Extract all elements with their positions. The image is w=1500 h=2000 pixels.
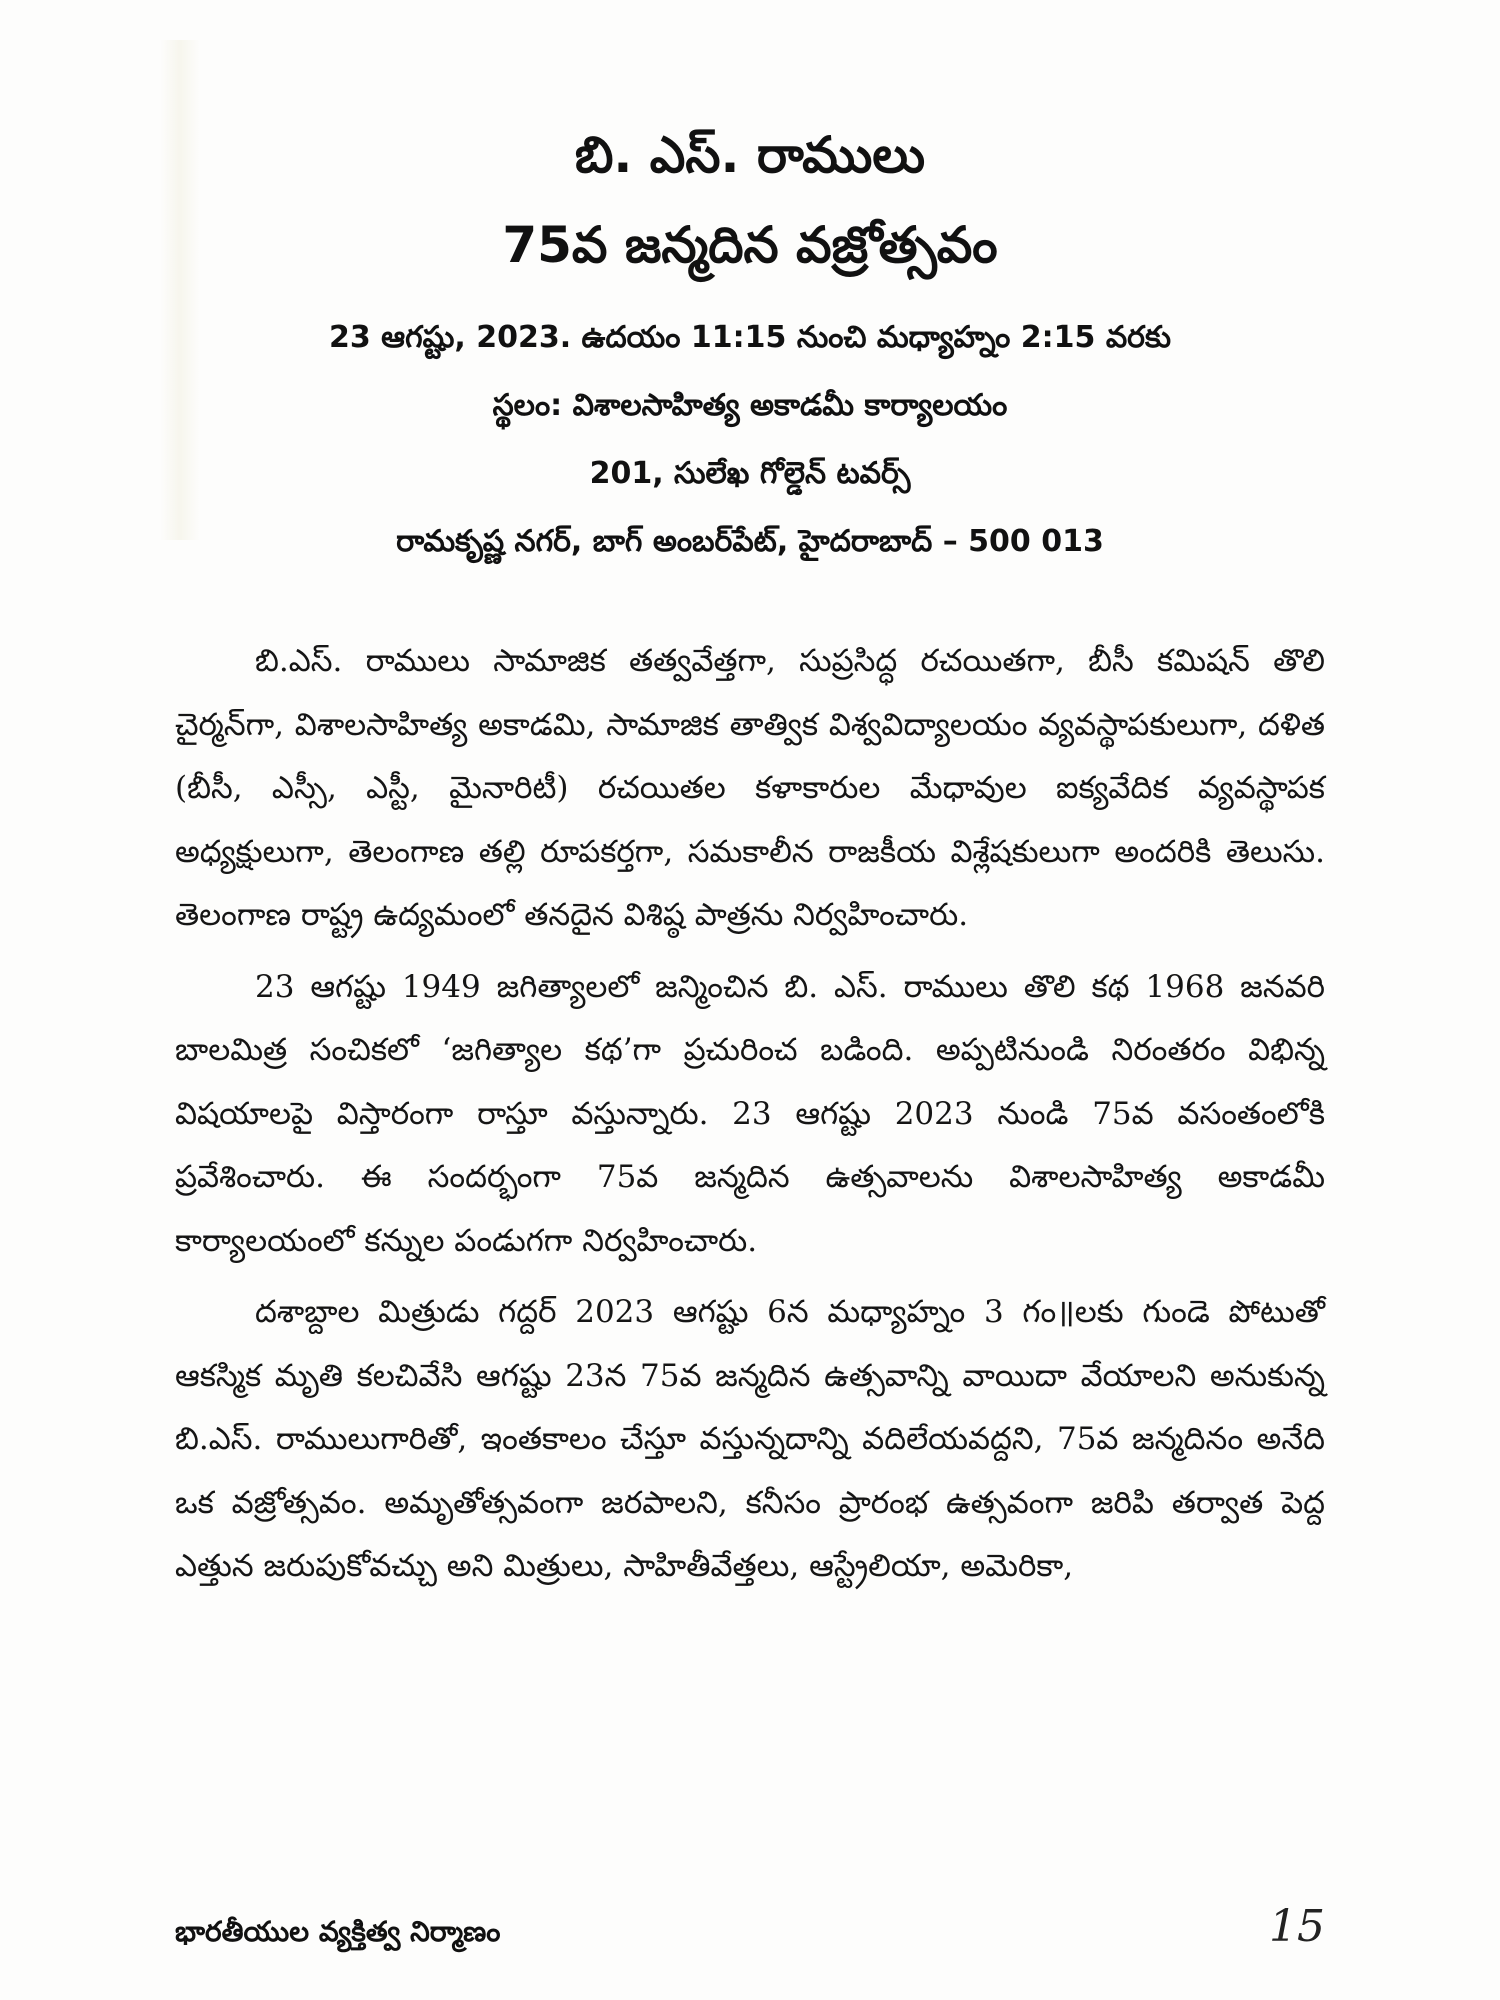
paragraph: దశాబ్దాల మిత్రుడు గద్దర్ 2023 ఆగష్టు 6న మధ్యాహ్నం 3 గం॥లకు గుండె పోటుతో ఆకస్మిక మృతి కలచివేసి ఆగష్టు 23న 75వ జన్మదిన ఉత్సవాన్ని వాయిదా వేయాలని అనుకున్న బి.ఎస్. రాములుగారితో, ఇంతకాలం చేస్తూ వస్తున్నదాన్ని వదిలేయవద్దని, 75వ జన్మదినం అనేది ఒక వజ్రోత్సవం. అమృతోత్సవంగా జరపాలని, కనీసం ప్రారంభ ఉత్సవంగా జరిపి తర్వాత పెద్ద ఎత్తున జరుపుకోవచ్చు అని మిత్రులు, సాహితీవేత్తలు, ఆస్ట్రేలియా, అమెరికా, [175, 1294, 1325, 1584]
venue-address-line1: 201, సులేఖ గోల్డెన్ టవర్స్ [589, 456, 911, 491]
book-title: భారతీయుల వ్యక్తిత్వ నిర్మాణం [175, 1915, 501, 1948]
paragraph: 23 ఆగష్టు 1949 జగిత్యాలలో జన్మించిన బి. ఎస్. రాములు తొలి కథ 1968 జనవరి బాలమిత్ర సంచికలో ‘జగిత్యాల కథ’గా ప్రచురించ బడింది. అప్పటినుండి నిరంతరం విభిన్న విషయాలపై విస్తారంగా రాస్తూ వస్తున్నారు. 23 ఆగష్టు 2023 నుండి 75వ వసంతంలోకి ప్రవేశించారు. ఈ సందర్భంగా 75వ జన్మదిన ఉత్సవాలను విశాలసాహిత్య అకాడమీ కార్యాలయంలో కన్నుల పండుగగా నిర్వహించారు. [175, 968, 1325, 1259]
page-footer [175, 1901, 1325, 1965]
venue-address-line2: రామకృష్ణ నగర్, బాగ్ అంబర్‌పేట్, హైదరాబాద్ – 500 013 [396, 524, 1104, 559]
event-venue: స్థలం: విశాలసాహిత్య అకాడమీ కార్యాలయం [492, 388, 1008, 423]
title-name: బి. ఎస్. రాములు [574, 126, 926, 184]
title-event: 75వ జన్మదిన వజ్రోత్సవం [502, 216, 998, 274]
page-number: 15 [1269, 1901, 1325, 1952]
body-text [175, 630, 1325, 1607]
paragraph: బి.ఎస్. రాములు సామాజిక తత్వవేత్తగా, సుప్రసిద్ధ రచయితగా, బీసీ కమిషన్ తొలి చైర్మన్‌గా, విశాలసాహిత్య అకాడమి, సామాజిక తాత్విక విశ్వవిద్యాలయం వ్యవస్థాపకులుగా, దళిత (బీసీ, ఎస్సీ, ఎస్టీ, మైనారిటీ) రచయితల కళాకారుల మేధావుల ఐక్యవేదిక వ్యవస్థాపక అధ్యక్షులుగా, తెలంగాణ తల్లి రూపకర్తగా, సమకాలీన రాజకీయ విశ్లేషకులుగా అందరికి తెలుసు. తెలంగాణ రాష్ట్ర ఉద్యమంలో తనదైన విశిష్ఠ పాత్రను నిర్వహించారు. [175, 643, 1325, 933]
event-date-time: 23 ఆగష్టు, 2023. ఉదయం 11:15 నుంచి మధ్యాహ్నం 2:15 వరకు [328, 320, 1171, 355]
page-header [0, 110, 1500, 576]
